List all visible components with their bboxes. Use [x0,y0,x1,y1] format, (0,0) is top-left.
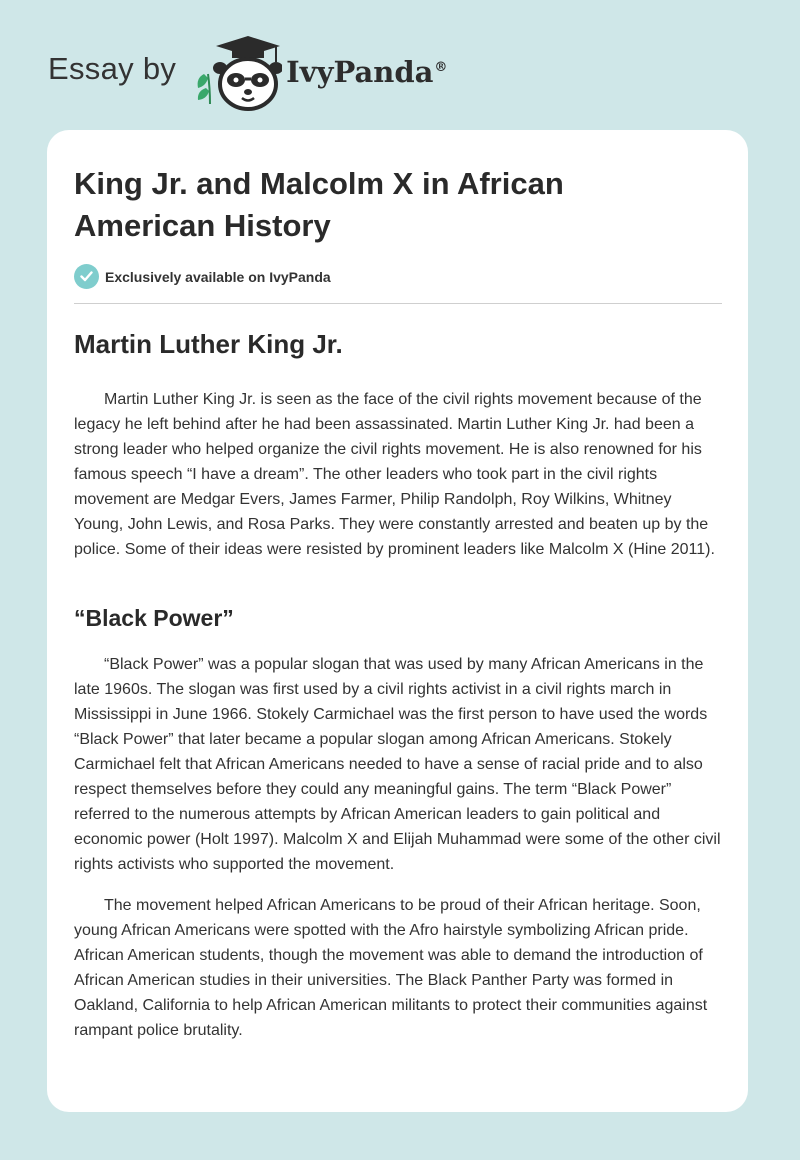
exclusive-badge [74,264,331,289]
site-header [48,34,447,112]
exclusive-badge-text: Exclusively available on IvyPanda [105,268,331,285]
essay-by-label: Essay by [48,51,177,86]
panda-graduate-icon[interactable] [190,34,282,112]
essay-card [47,130,748,1112]
check-icon [74,264,99,289]
section-heading-mlk: Martin Luther King Jr. [74,329,343,359]
registered-mark: ® [434,60,448,76]
title-divider [74,303,722,304]
brand-name[interactable] [286,55,447,89]
paragraph-mlk: Martin Luther King Jr. is seen as the face of the civil rights movement because of the legacy he left behind after he had been assassinated. Martin Luther King Jr. had been a strong leader who helped organize the civil rights movement. He is also renowned for his famous speech “I have a dream”. The other leaders who took part in the civil rights movement are Medgar Evers, James Farmer, Philip Randolph, Roy Wilkins, Whitney Young, John Lewis, and Rosa Parks. They were constantly arrested and beaten up by the police. Some of their ideas were resisted by prominent leaders like Malcolm X (Hine 2011). [74,391,715,558]
paragraph-black-power-2: The movement helped African Americans to be proud of their African heritage. Soon, young African Americans were spotted with the Afro hairstyle symbolizing African pride. African American students, though the movement was able to demand the introduction of African American studies in their universities. The Black Panther Party was formed in Oakland, California to help African American militants to protect their communities against rampant police brutality. [74,897,708,1039]
page-title: King Jr. and Malcolm X in African American History [74,166,564,243]
brand-name-text: IvyPanda [286,55,434,89]
section-heading-black-power: “Black Power” [74,605,234,631]
paragraph-black-power-1: “Black Power” was a popular slogan that was used by many African Americans in the late 1960s. The slogan was first used by a civil rights activist in a civil rights march in Mississippi in June 1966. Stokely Carmichael was the first person to have used the words “Black Power” that later became a popular slogan among African Americans. Stokely Carmichael felt that African Americans needed to have a sense of racial pride and to also respect themselves before they could any meaningful gains. The term “Black Power” referred to the numerous attempts by African American leaders to gain political and economic power (Holt 1997). Malcolm X and Elijah Muhammad were some of the other civil rights activists who supported the movement. [74,656,721,873]
